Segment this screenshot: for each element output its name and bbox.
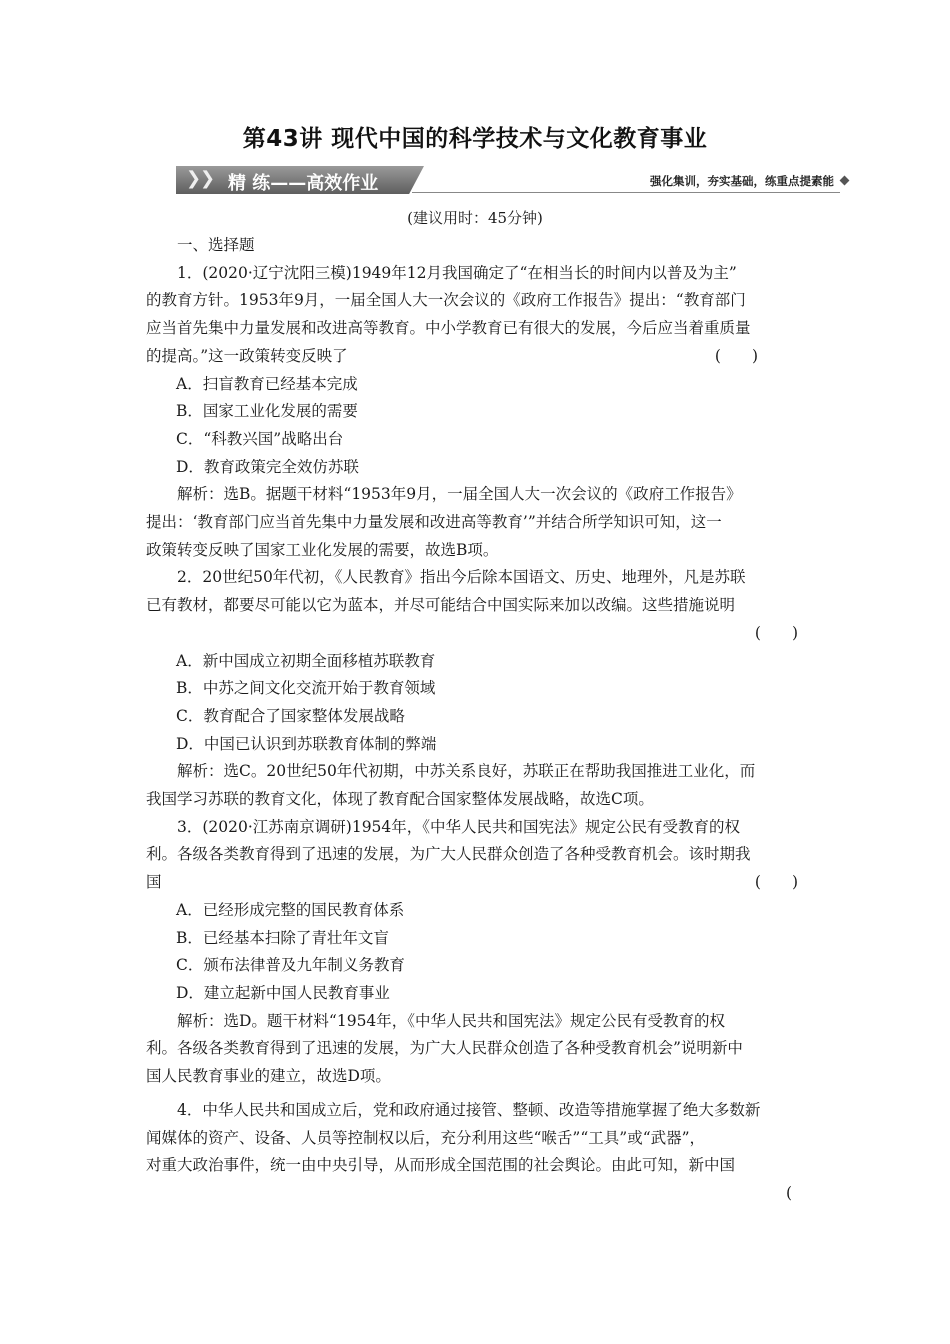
banner-slogan: 强化集训，夯实基础，练重点提素能 [650, 174, 834, 188]
section-banner [176, 166, 848, 196]
question-3-analysis-line: 利。各级各类教育得到了迅速的发展，为广大人民群众创造了各种受教育机会”说明新中 [146, 1039, 743, 1058]
question-3-stem-line: 利。各级各类教育得到了迅速的发展，为广大人民群众创造了各种受教育机会。该时期我 [146, 845, 751, 864]
question-3-option-d: D．建立起新中国人民教育事业 [176, 983, 390, 1002]
page-title: 第43讲 现代中国的科学技术与文化教育事业 [242, 126, 708, 152]
diamond-icon [840, 176, 850, 186]
section-heading: 一、选择题 [177, 236, 255, 254]
question-1-analysis-line: 政策转变反映了国家工业化发展的需要，故选B项。 [146, 540, 499, 559]
answer-blank: ( [785, 1183, 792, 1202]
question-1-analysis-line: 解析：选B。据题干材料“1953年9月，一届全国人大一次会议的《政府工作报告》 [177, 485, 742, 504]
question-4-stem-line: 4．中华人民共和国成立后，党和政府通过接管、整顿、改造等措施掌握了绝大多数新 [177, 1100, 761, 1119]
question-2-stem-line: 已有教材，都要尽可能以它为蓝本，并尽可能结合中国实际来加以改编。这些措施说明 [146, 596, 736, 615]
chevron-right-icon: ❯ [200, 168, 216, 189]
banner-divider [412, 192, 840, 193]
question-3-analysis-line: 国人民教育事业的建立，故选D项。 [146, 1067, 391, 1086]
question-1-stem-line: 的提高。”这一政策转变反映了 [146, 346, 348, 365]
question-2-option-b: B．中苏之间文化交流开始于教育领域 [176, 679, 436, 698]
question-2-analysis-line: 解析：选C。20世纪50年代初期，中苏关系良好，苏联正在帮助我国推进工业化，而 [177, 762, 756, 781]
question-3-stem-line: 3．(2020·江苏南京调研)1954年，《中华人民共和国宪法》规定公民有受教育的权 [177, 817, 741, 836]
question-3-analysis-line: 解析：选D。题干材料“1954年，《中华人民共和国宪法》规定公民有受教育的权 [177, 1011, 726, 1030]
time-hint: (建议用时：45分钟) [407, 209, 543, 227]
question-2-option-d: D．中国已认识到苏联教育体制的弊端 [176, 734, 437, 753]
answer-blank: ( ) [754, 623, 798, 642]
question-3-option-c: C．颁布法律普及九年制义务教育 [176, 956, 405, 975]
question-2-analysis-line: 我国学习苏联的教育文化，体现了教育配合国家整体发展战略，故选C项。 [146, 790, 654, 809]
question-1-option-a: A．扫盲教育已经基本完成 [176, 374, 358, 393]
question-list [146, 232, 806, 1208]
chevron-right-icon: ❯ [186, 168, 202, 189]
answer-blank: ( ) [754, 873, 798, 892]
question-1-stem-line: 应当首先集中力量发展和改进高等教育。中小学教育已有很大的发展，今后应当着重质量 [146, 319, 751, 338]
question-1-option-d: D．教育政策完全效仿苏联 [176, 457, 359, 476]
banner-label: 精 练——高效作业 [228, 173, 379, 194]
question-4-stem-line: 对重大政治事件，统一由中央引导，从而形成全国范围的社会舆论。由此可知，新中国 [146, 1156, 736, 1175]
question-3-stem-line: 国 [146, 873, 162, 892]
question-3-stem-end [146, 869, 806, 897]
question-1-stem-line: 的教育方针。1953年9月，一届全国人大一次会议的《政府工作报告》提出：“教育部门 [146, 291, 746, 310]
question-2-option-a: A．新中国成立初期全面移植苏联教育 [176, 651, 436, 670]
question-3-option-b: B．已经基本扫除了青壮年文盲 [176, 928, 389, 947]
question-3-option-a: A．已经形成完整的国民教育体系 [176, 900, 405, 919]
question-1-option-b: B．国家工业化发展的需要 [176, 402, 358, 421]
question-2-stem-line: 2．20世纪50年代初，《人民教育》指出今后除本国语文、历史、地理外，凡是苏联 [177, 568, 746, 587]
question-1-stem-end [146, 343, 806, 371]
question-2-option-c: C．教育配合了国家整体发展战略 [176, 706, 405, 725]
question-1-option-c: C．“科教兴国”战略出台 [176, 429, 344, 448]
question-1-analysis-line: 提出：‘教育部门应当首先集中力量发展和改进高等教育’”并结合所学知识可知，这一 [146, 513, 722, 532]
answer-blank: ( ) [714, 346, 758, 365]
question-4-stem-line: 闻媒体的资产、设备、人员等控制权以后，充分利用这些“喉舌”“工具”或“武器”， [146, 1128, 706, 1147]
question-1-stem-line: 1．(2020·辽宁沈阳三模)1949年12月我国确定了“在相当长的时间内以普及为主” [177, 263, 737, 282]
